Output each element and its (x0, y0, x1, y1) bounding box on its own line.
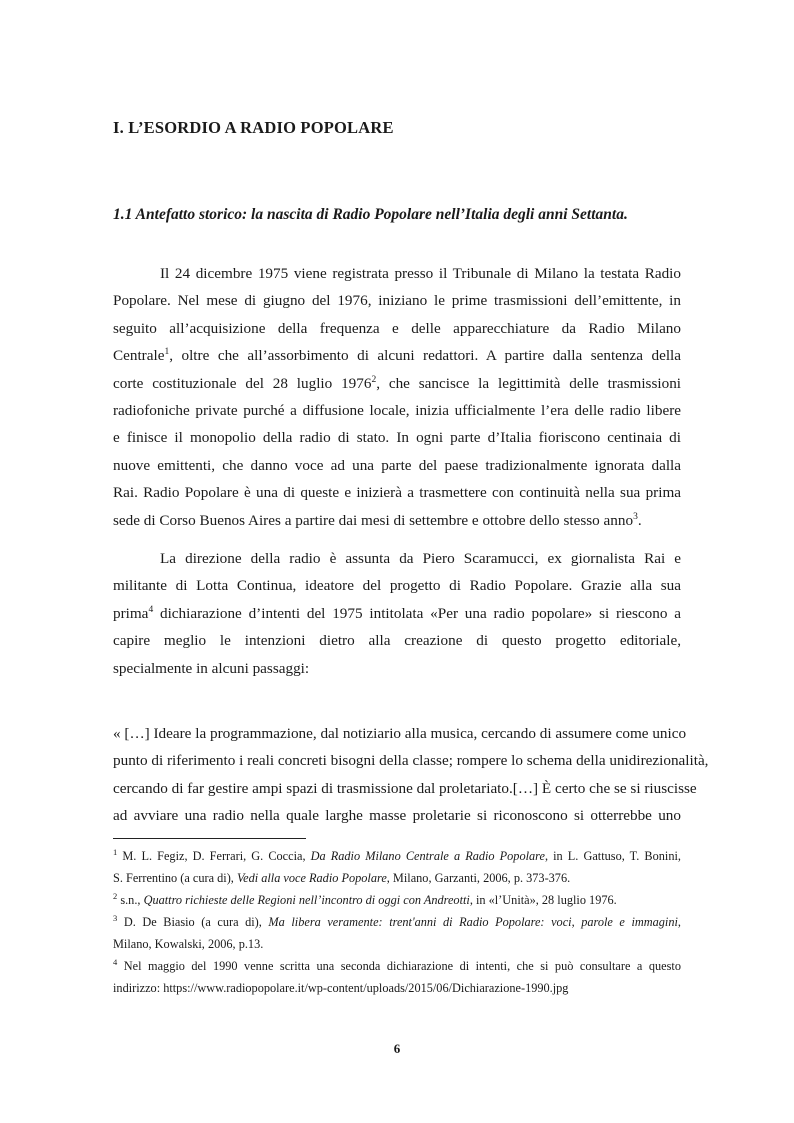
text-run: D. De Biasio (a cura di), (117, 915, 269, 929)
footnote-separator (113, 838, 306, 839)
footnote-number: 2 (113, 890, 118, 901)
paragraph-line: La direzione della radio è assunta da Piero Scaramucci, ex giornalista Rai e (160, 550, 681, 567)
paragraph-line: Rai. Radio Popolare è una di queste e inizierà a trasmettere con continuità nella sua prima (113, 484, 681, 502)
footnote-ref-2: 2 (371, 374, 377, 385)
quote-line: « […] Ideare la programmazione, dal notiziario alla musica, cercando di assumere come unico (113, 725, 687, 742)
paragraph-line: Il 24 dicembre 1975 viene registrata presso il Tribunale di Milano la testata Radio (160, 265, 681, 282)
paragraph-line: e finisce il monopolio della radio di stato. In ogni parte d’Italia fioriscono centinaia di (113, 429, 681, 447)
text-run: M. L. Fegiz, D. Ferrari, G. Coccia, (117, 849, 311, 863)
text-run: Centrale (113, 347, 165, 365)
footnote-2 (113, 889, 681, 911)
text-run: S. Ferrentino (a cura di), (113, 871, 237, 885)
text-run: . (637, 511, 642, 529)
paragraph-2 (113, 545, 681, 682)
quote-line: ad avviare una radio nella quale larghe masse proletarie si riconoscono si otterrebbe uno (113, 807, 681, 825)
quote-line: punto di riferimento i reali concreti bisogni della classe; rompere lo schema della unidirezionalità, (113, 752, 709, 770)
text-run: prima (113, 604, 149, 622)
paragraph-line: capire meglio le intenzioni dietro alla creazione di questo progetto editoriale, (113, 632, 681, 650)
text-run: , che sancisce la legittimità delle trasmissioni (376, 374, 682, 392)
footnote-line: Milano, Kowalski, 2006, p.13. (113, 937, 264, 951)
text-run: , in «l’Unità», 28 luglio 1976. (469, 893, 617, 907)
citation-title: Ma libera veramente: trent'anni di Radio Popolare: voci, parole e immagini (268, 915, 678, 929)
footnote-number: 1 (113, 846, 118, 857)
text-run: , oltre che all’assorbimento di alcuni redattori. A partire dalla sentenza della (169, 347, 681, 365)
chapter-title: I. L’ESORDIO A RADIO POPOLARE (113, 118, 394, 137)
paragraph-line (113, 600, 681, 627)
footnote-4 (113, 955, 681, 999)
paragraph-line (113, 342, 681, 369)
paragraph-line (113, 370, 681, 397)
citation-title: Da Radio Milano Centrale a Radio Popolare (310, 849, 545, 863)
footnote-line (113, 845, 681, 867)
footnote-line: indirizzo: https://www.radiopopolare.it/wp-content/uploads/2015/06/Dichiarazione-1990.jpg (113, 981, 569, 995)
paragraph-line: radiofoniche private purché a diffusione locale, inizia ufficialmente l’era delle radio libere (113, 402, 681, 420)
text-run: , Milano, Garzanti, 2006, p. 373-376. (386, 871, 571, 885)
footnote-line (113, 911, 681, 933)
section-title: 1.1 Antefatto storico: la nascita di Radio Popolare nell’Italia degli anni Settanta. (113, 206, 628, 223)
text-run: , in L. Gattuso, T. Bonini, (544, 849, 681, 863)
text-run: s.n., (117, 893, 144, 907)
text-run: sede di Corso Buenos Aires a partire dai mesi di settembre e ottobre dello stesso anno (113, 511, 634, 529)
paragraph-line: militante di Lotta Continua, ideatore del progetto di Radio Popolare. Grazie alla sua (113, 577, 681, 595)
footnotes (113, 845, 681, 999)
paragraph-line: seguito all’acquisizione della frequenza e delle apparecchiature da Radio Milano (113, 319, 681, 337)
paragraph-line: Popolare. Nel mese di giugno del 1976, iniziano le prime trasmissioni dell’emittente, in (113, 292, 681, 310)
footnote-ref-1: 1 (164, 347, 170, 358)
paragraph-1 (113, 260, 681, 534)
footnote-line (113, 955, 681, 977)
citation-title: Quattro richieste delle Regioni nell’incontro di oggi con Andreotti (143, 893, 470, 907)
paragraph-line: nuove emittenti, che danno voce ad una parte del paese tradizionalmente ignorata dalla (113, 456, 681, 474)
text-run: dichiarazione d’intenti del 1975 intitolata «Per una radio popolare» si riescono a (153, 604, 681, 622)
quote-line: cercando di far gestire ampi spazi di trasmissione dal proletariato.[…] È certo che se si riuscisse (113, 779, 697, 797)
text-run: Nel maggio del 1990 venne scritta una seconda dichiarazione di intenti, che si può consultare a questo (117, 959, 681, 973)
text-run: corte costituzionale del 28 luglio 1976 (113, 374, 372, 392)
page-number: 6 (393, 1041, 401, 1056)
citation-title: Vedi alla voce Radio Popolare (236, 871, 387, 885)
block-quote (113, 720, 709, 830)
footnote-ref-4: 4 (148, 604, 154, 615)
paragraph-line (113, 507, 681, 534)
footnote-number: 4 (113, 956, 118, 967)
footnote-ref-3: 3 (633, 511, 638, 522)
text-run: , (677, 915, 681, 929)
footnote-1 (113, 845, 681, 889)
footnote-3 (113, 911, 681, 955)
footnote-line (113, 867, 681, 889)
paragraph-line: specialmente in alcuni passaggi: (113, 659, 310, 677)
footnote-number: 3 (113, 912, 118, 923)
footnote-line (113, 889, 681, 911)
